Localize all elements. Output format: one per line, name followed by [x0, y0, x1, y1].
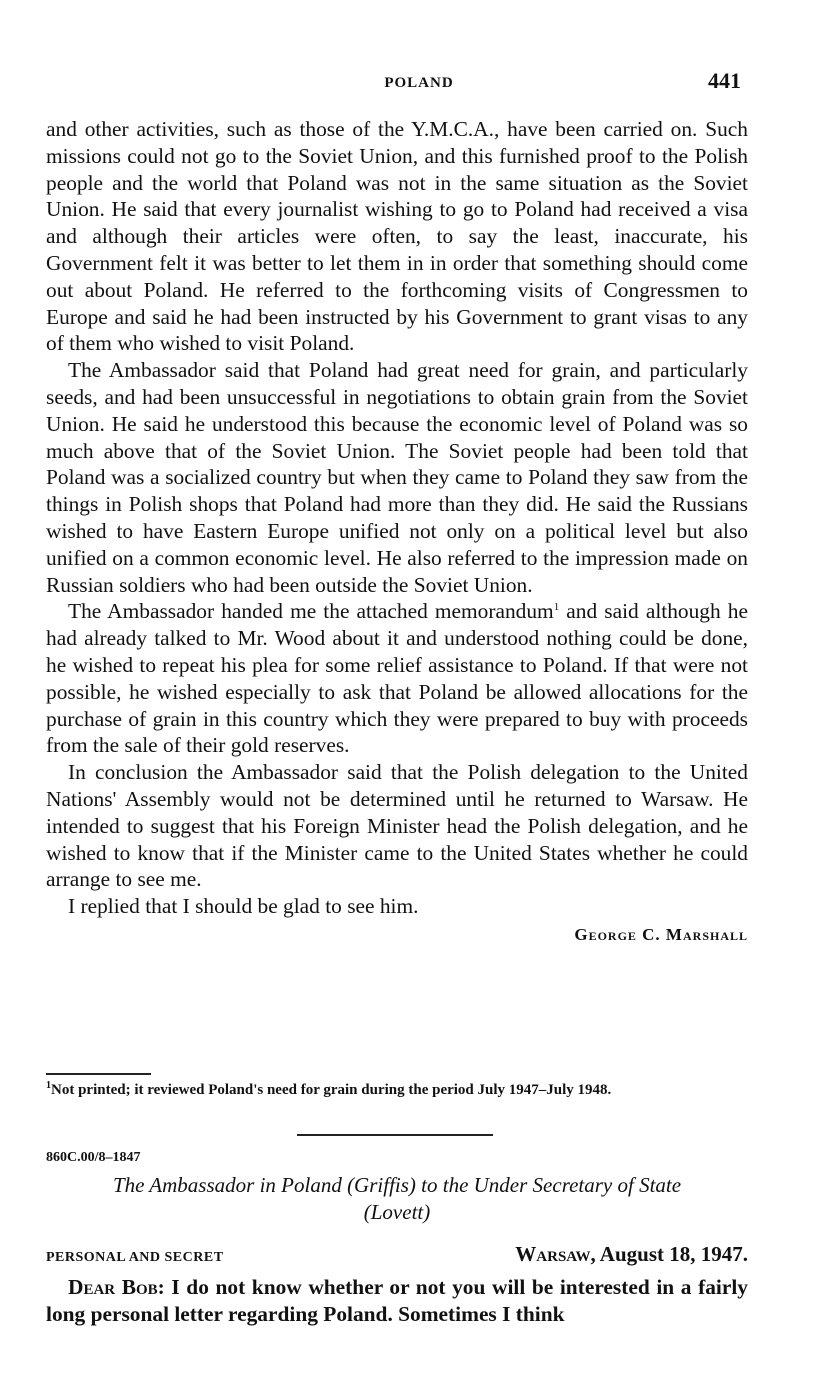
- running-title: POLAND: [384, 75, 454, 91]
- paragraph-3: [46, 598, 748, 759]
- dateline-place: Warsaw,: [515, 1242, 596, 1266]
- dateline: [515, 1242, 748, 1267]
- file-reference: 860C.00/8–1847: [46, 1150, 141, 1165]
- footnote-divider: [46, 1073, 151, 1075]
- document-title-line-2: (Lovett): [363, 1200, 431, 1224]
- paragraph-5: I replied that I should be glad to see him.: [68, 894, 419, 919]
- document-title-line-1: The Ambassador in Poland (Griffis) to the Under Secretary of State: [112, 1173, 682, 1197]
- paragraph-3-end: and said although he had already talked to Mr. Wood about it and understood nothing could be done, he wished to repeat his plea for some relief assistance to Poland. If that were not possible, he wished especially to ask that Poland be allowed allocations for the purchase of grain in this country which they were prepared to buy with proceeds from the sale of their gold reserves.: [46, 599, 748, 758]
- signature: George C. Marshall: [574, 924, 748, 944]
- paragraph-1: and other activities, such as those of the Y.M.C.A., have been carried on. Such missions could not go to the Soviet Union, and this furnished proof to the Polish people and the world that Poland was not in the same situation as the Soviet Union. He said that every journalist wishing to go to Poland had received a visa and although their articles were often, to say the least, inaccurate, his Government felt it was better to let them in in order that something should come out about Poland. He referred to the forthcoming visits of Congressmen to Europe and said he had been instructed by his Government to grant visas to any of them who wished to visit Poland.: [46, 117, 748, 356]
- dateline-date: August 18, 1947.: [595, 1242, 748, 1266]
- page-number: 441: [708, 68, 741, 93]
- footnote-number: 1: [46, 1080, 51, 1091]
- footnote-reference[interactable]: 1: [553, 601, 560, 614]
- footnote: [46, 1080, 748, 1100]
- footnote-text: Not printed; it reviewed Poland's need for grain during the period July 1947–July 1948.: [51, 1082, 612, 1098]
- document-title: [46, 1172, 748, 1226]
- section-divider: [297, 1134, 493, 1136]
- paragraph-2: The Ambassador said that Poland had great need for grain, and particularly seeds, and had been unsuccessful in negotiations to obtain grain from the Soviet Union. He said he understood this because the economic level of Poland was so much above that of the Soviet Union. The Soviet people had been told that Poland was a socialized country but when they came to Poland they saw from the things in Polish shops that Poland had more than they did. He said the Russians wished to have Eastern Europe unified not only on a political level but also unified on a common economic level. He also referred to the impression made on Russian soldiers who had been outside the Soviet Union.: [46, 358, 748, 597]
- security-marking: PERSONAL AND SECRET: [46, 1250, 224, 1265]
- paragraph-3-start: The Ambassador handed me the attached memorandum: [68, 599, 554, 624]
- paragraph-4: In conclusion the Ambassador said that the Polish delegation to the United Nations' Assembly would not be determined until he returned to Warsaw. He intended to suggest that his Foreign Minister head the Polish delegation, and he wished to know that if the Minister came to the United States whether he could arrange to see me.: [46, 760, 748, 892]
- salutation: Dear Bob:: [68, 1275, 165, 1299]
- letter-text: I do not know whether or not you will be interested in a fairly long personal letter regarding Poland. Sometimes I think: [46, 1275, 748, 1326]
- main-text: [46, 116, 748, 949]
- letter-opening: [46, 1274, 748, 1328]
